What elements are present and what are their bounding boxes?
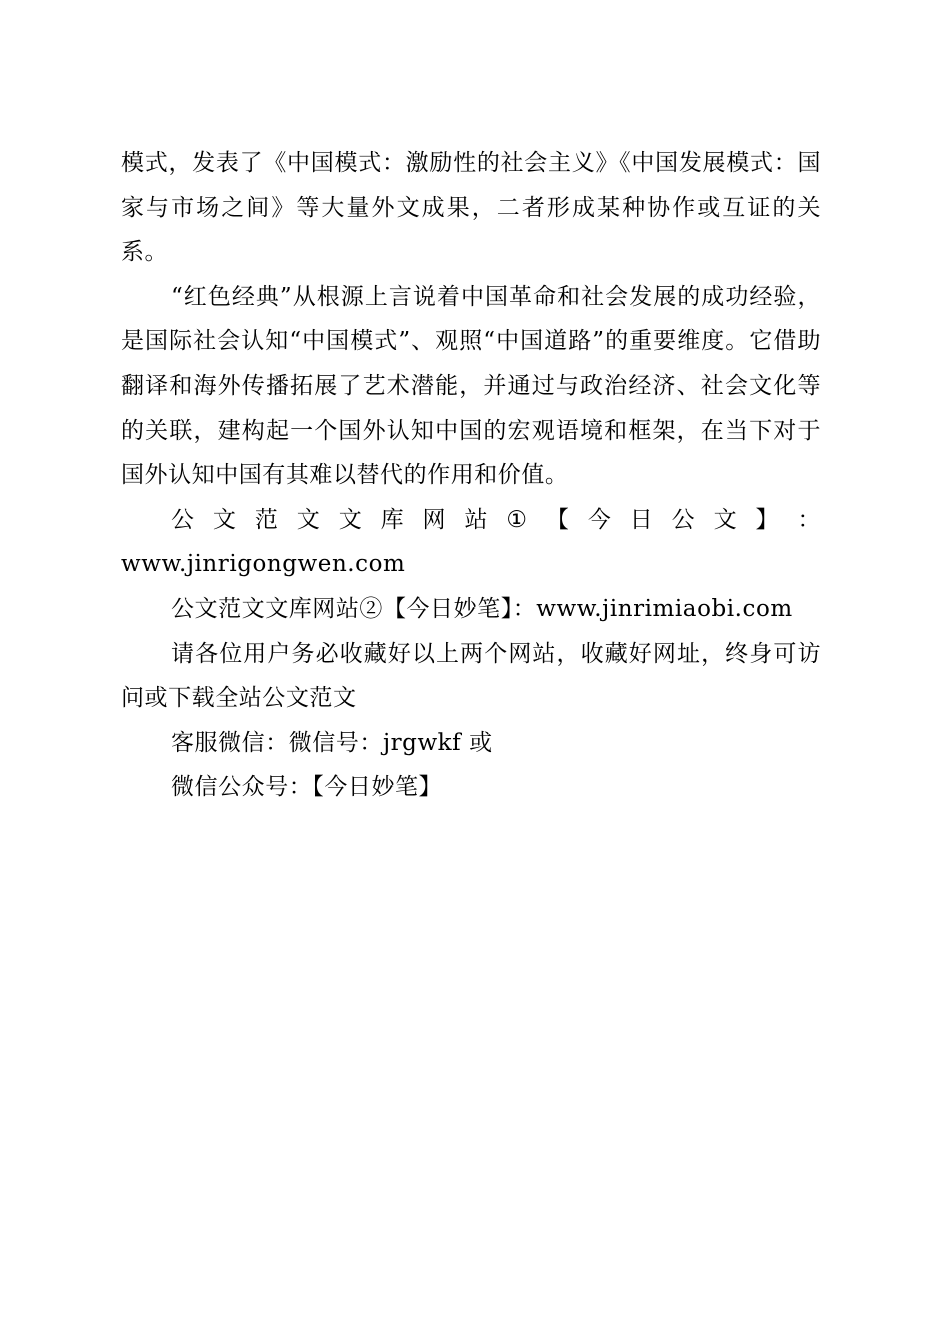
site1-label-char: ： (797, 506, 821, 533)
document-page (121, 141, 821, 810)
site1-label-char: 网 (422, 506, 447, 533)
site1-label-char: 【 (545, 506, 570, 533)
site1-label-char: 文 (212, 506, 237, 533)
official-account-line: 微信公众号：【今日妙笔】 (171, 774, 443, 801)
site1-label-char: 今 (587, 506, 612, 533)
site1-label-char: 公 (171, 506, 195, 533)
site1-label-char: 范 (254, 506, 279, 533)
site1-label-char: 文 (338, 506, 363, 533)
body-paragraph-1: 模式，发表了《中国模式：激励性的社会主义》《中国发展模式：国家与市场之间》等大量外文成果，二者形成某种协作或互证的关系。 (121, 150, 821, 266)
body-paragraph-2: “红色经典”从根源上言说着中国革命和社会发展的成功经验，是国际社会认知“中国模式”、观照“中国道路”的重要维度。它借助翻译和海外传播拓展了艺术潜能，并通过与政治经济、社会文化等的关联，建构起一个国外认知中国的宏观语境和框架，在当下对于国外认知中国有其难以替代的作用和价值。 (121, 283, 821, 489)
site1-label-char: 站 (464, 506, 489, 533)
site1-block (121, 498, 821, 587)
site1-label-char: 文 (713, 506, 738, 533)
site1-label-line (121, 498, 821, 543)
site2-line[interactable]: 公文范文文库网站②【今日妙笔】：www.jinrimiaobi.com (171, 595, 793, 622)
site1-label-char: 】 (755, 506, 780, 533)
site1-label-char: 库 (380, 506, 405, 533)
wechat-line: 客服微信：微信号：jrgwkf 或 (171, 729, 493, 756)
reminder-paragraph: 请各位用户务必收藏好以上两个网站，收藏好网址，终身可访问或下载全站公文范文 (121, 640, 821, 712)
site1-label-char: 文 (296, 506, 321, 533)
site1-label-char: ① (506, 506, 528, 533)
site1-url[interactable]: www.jinrigongwen.com (121, 551, 406, 578)
site1-label-char: 日 (629, 506, 654, 533)
site1-label-char: 公 (671, 506, 696, 533)
